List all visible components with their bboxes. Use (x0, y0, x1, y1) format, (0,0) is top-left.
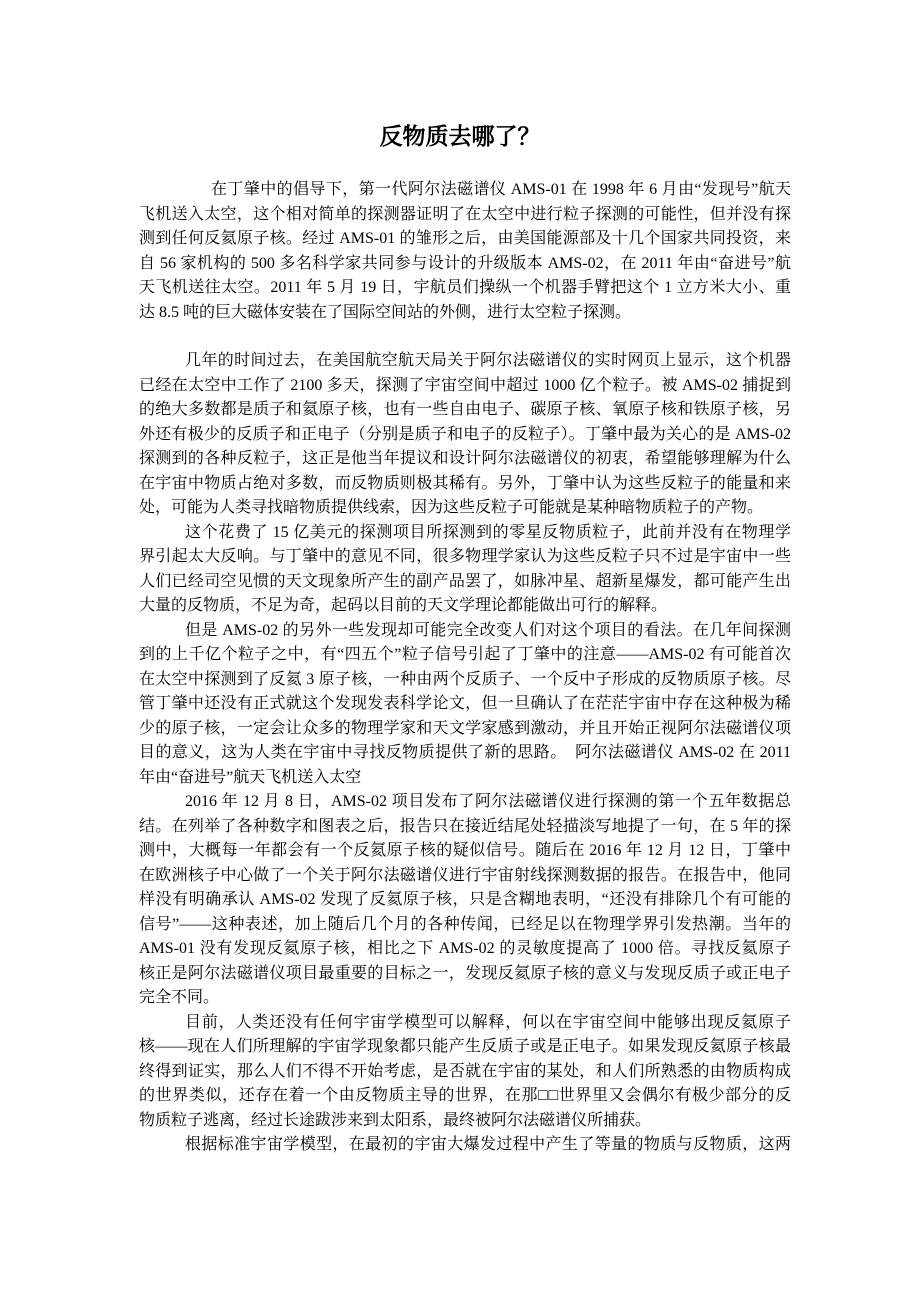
paragraph (139, 521, 791, 619)
text-line: 到的上千亿个粒子之中，有“四五个”粒子信号引起了丁肇中的注意——AMS-02 有可能首次 (139, 646, 791, 663)
text-line: 在欧洲核子中心做了一个关于阿尔法磁谱仪进行宇宙射线探测数据的报告。在报告中，他同 (139, 866, 791, 884)
document-title: 反物质去哪了？ (379, 124, 541, 149)
text-line: 终得到证实，那么人们不得不开始考虑，是否就在宇宙的某处，和人们所熟悉的由物质构成 (139, 1062, 791, 1080)
text-line: 在宇宙中物质占绝对多数，而反物质则极其稀有。另外，丁肇中认为这些反粒子的能量和来 (139, 474, 791, 492)
text-line: 根据标准宇宙学模型，在最初的宇宙大爆发过程中产生了等量的物质与反物质，这两 (185, 1136, 791, 1153)
text-line: 管丁肇中还没有正式就这个发现发表科学论文，但一旦确认了在茫茫宇宙中存在这种极为稀 (139, 695, 791, 712)
text-line: 这个花费了 15 亿美元的探测项目所探测到的零星反物质粒子，此前并没有在物理学 (185, 523, 791, 541)
text-line: 天飞机送往太空。2011 年 5 月 19 日，宇航员们操纵一个机器手臂把这个 1 立方米大小、重 (139, 279, 791, 296)
text-line: 测中，大概每一年都会有一个反氦原子核的疑似信号。随后在 2016 年 12 月 12 日，丁肇中 (139, 842, 791, 859)
text-line: 少的原子核，一定会让众多的物理学家和天文学家感到激动，并且开始正视阿尔法磁谱仪项 (139, 719, 791, 737)
text-line: 核正是阿尔法磁谱仪项目最重要的目标之一，发现反氦原子核的意义与发现反质子或正电子 (139, 964, 791, 982)
text-line: AMS-01 没有发现反氦原子核，相比之下 AMS-02 的灵敏度提高了 1000 倍。寻找反氦原子 (139, 940, 791, 957)
text-line: 年由“奋进号”航天飞机送入太空 (139, 768, 362, 786)
text-line: 探测到的各种反粒子，这正是他当年提议和设计阿尔法磁谱仪的初衷，希望能够理解为什么 (139, 450, 791, 467)
text-line: 飞机送入太空，这个相对简单的探测器证明了在太空中进行粒子探测的可能性，但并没有探 (139, 205, 791, 223)
text-line: 外还有极少的反质子和正电子（分别是质子和电子的反粒子）。丁肇中最为关心的是 AMS-02 (139, 425, 791, 443)
paragraph (139, 349, 791, 521)
text-line: 目的意义，这为人类在宇宙中寻找反物质提供了新的思路。 阿尔法磁谱仪 AMS-02 在 2011 (139, 744, 791, 761)
paragraph (139, 178, 791, 325)
text-line: 处，可能为人类寻找暗物质提供线索，因为这些反粒子可能就是某种暗物质粒子的产物。 (139, 499, 764, 516)
text-line: 测到任何反氦原子核。经过 AMS-01 的雏形之后，由美国能源部及十几个国家共同投资，来 (139, 230, 791, 247)
text-line: 界引起太大反响。与丁肇中的意见不同，很多物理学家认为这些反粒子只不过是宇宙中一些 (139, 548, 791, 565)
paragraph-spacer (139, 325, 791, 349)
text-line: 信号”——这种表述，加上随后几个月的各种传闻，已经足以在物理学界引发热潮。当年的 (139, 915, 791, 933)
text-line: 的绝大多数都是质子和氦原子核，也有一些自由电子、碳原子核、氧原子核和铁原子核，另 (139, 401, 791, 418)
text-line: 人们已经司空见惯的天文现象所产生的副产品罢了，如脉冲星、超新星爆发，都可能产生出 (139, 572, 791, 590)
text-line: 的世界类似，还存在着一个由反物质主导的世界，在那□□世界里又会偶尔有极少部分的反 (139, 1087, 791, 1104)
text-line: 目前，人类还没有任何宇宙学模型可以解释，何以在宇宙空间中能够出现反氦原子 (185, 1013, 791, 1031)
text-line: 几年的时间过去，在美国航空航天局关于阿尔法磁谱仪的实时网页上显示，这个机器 (185, 352, 791, 369)
paragraph (139, 790, 791, 1011)
text-line: 结。在列举了各种数字和图表之后，报告只在接近结尾处轻描淡写地提了一句，在 5 年的探 (139, 817, 791, 835)
text-line: 自 56 家机构的 500 多名科学家共同参与设计的升级版本 AMS-02，在 2011 年由“奋进号”航 (139, 254, 791, 272)
paragraph (139, 619, 791, 791)
text-line: 完全不同。 (139, 989, 220, 1006)
text-line: 样没有明确承认 AMS-02 发现了反氦原子核，只是含糊地表明，“还没有排除几个有可能的 (139, 891, 791, 908)
paragraph (139, 1133, 791, 1158)
paragraph (139, 1011, 791, 1134)
text-line: 在丁肇中的倡导下，第一代阿尔法磁谱仪 AMS-01 在 1998 年 6 月由“发现号”航天 (211, 181, 791, 198)
text-line: 在太空中探测到了反氦 3 原子核，一种由两个反质子、一个反中子形成的反物质原子核。尽 (139, 670, 791, 688)
text-line: 2016 年 12 月 8 日，AMS-02 项目发布了阿尔法磁谱仪进行探测的第一个五年数据总 (185, 793, 791, 810)
text-line: 物质粒子逃离，经过长途跋涉来到太阳系，最终被阿尔法磁谱仪所捕获。 (139, 1111, 652, 1129)
text-line: 已经在太空中工作了 2100 多天，探测了宇宙空间中超过 1000 亿个粒子。被 AMS-02 捕捉到 (139, 376, 791, 394)
text-line: 核——现在人们所理解的宇宙学现象都只能产生反质子或是正电子。如果发现反氦原子核最 (139, 1038, 791, 1055)
document-body (139, 178, 791, 1158)
text-line: 达 8.5 吨的巨大磁体安装在了国际空间站的外侧，进行太空粒子探测。 (139, 303, 632, 321)
text-line: 但是 AMS-02 的另外一些发现却可能完全改变人们对这个项目的看法。在几年间探测 (185, 621, 791, 639)
text-line: 大量的反物质，不足为奇，起码以目前的天文学理论都能做出可行的解释。 (139, 597, 668, 614)
